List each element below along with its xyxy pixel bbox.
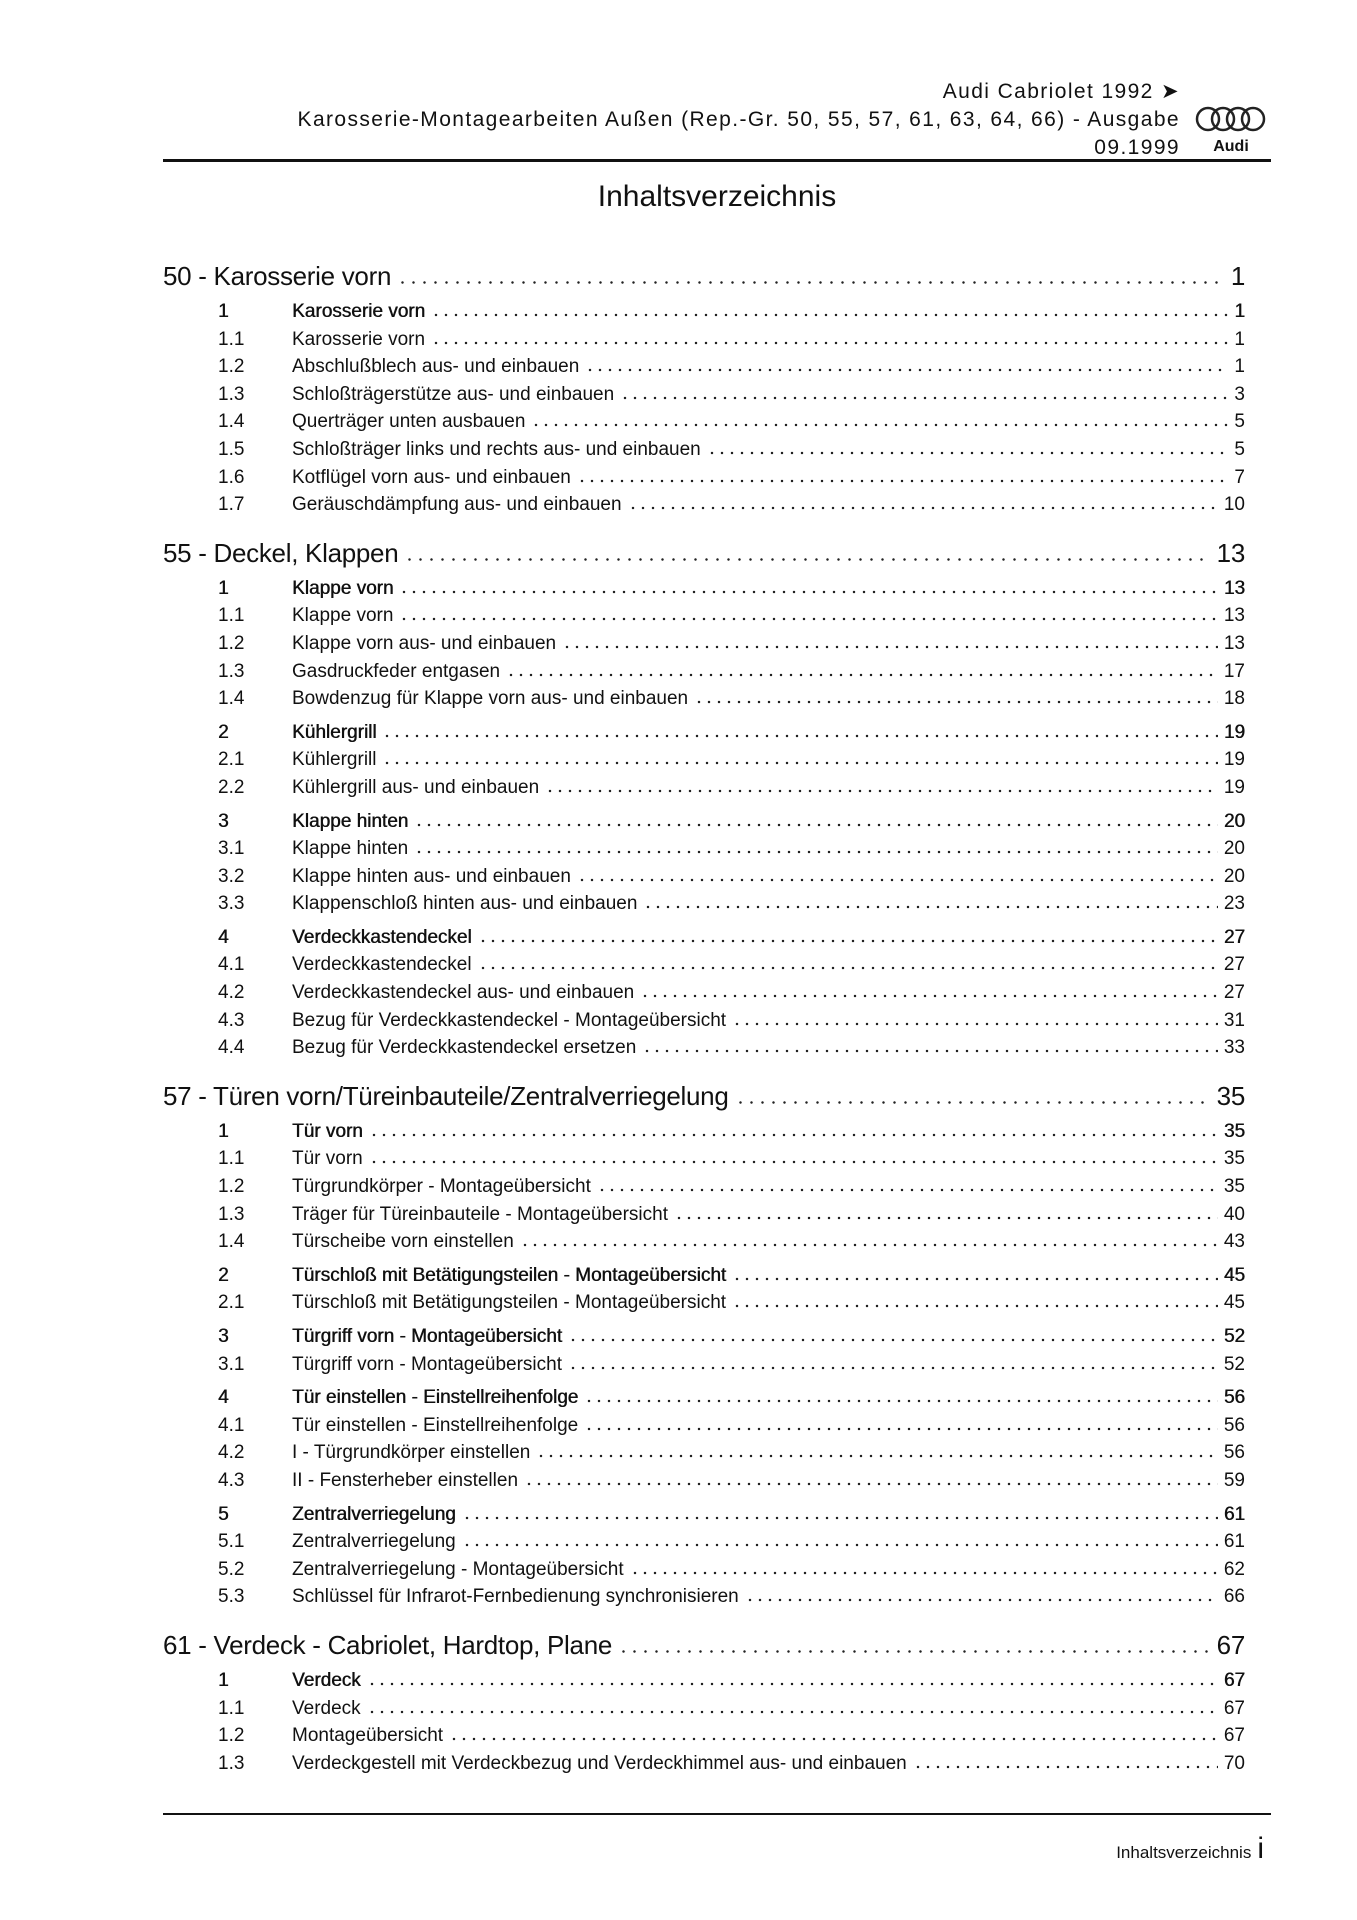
entry-page: 67 (1223, 1725, 1245, 1747)
entry-number: 1.3 (218, 1203, 245, 1225)
entry-page: 20 (1223, 865, 1245, 887)
entry-title: Türschloß mit Betätigungsteilen - Montageübersicht (292, 1292, 727, 1314)
section-page: 1 (1230, 261, 1245, 291)
footer-label: Inhaltsverzeichnis (1116, 1843, 1252, 1862)
entry-title: Verdeckkastendeckel (292, 926, 472, 948)
entry-number: 1.2 (218, 632, 245, 654)
dot-leader (618, 1649, 1211, 1654)
entry-number: 1.1 (218, 328, 245, 350)
toc-entry[interactable] (163, 951, 1245, 979)
entry-title: Verdeckkastendeckel aus- und einbauen (292, 982, 635, 1004)
section-title: 55 - Deckel, Klappen (163, 537, 399, 568)
dot-leader (620, 396, 1228, 400)
entry-number: 4.3 (218, 1469, 245, 1491)
entry-title: Klappenschloß hinten aus- und einbauen (292, 893, 638, 915)
toc-entry[interactable] (163, 1201, 1245, 1229)
entry-title: Klappe hinten (292, 838, 409, 860)
toc-group (163, 1262, 1245, 1317)
toc-entry[interactable] (163, 1034, 1245, 1062)
entry-page: 1 (1234, 328, 1245, 350)
toc-entry[interactable] (163, 1528, 1245, 1556)
entry-number: 1.3 (218, 1752, 245, 1774)
toc-entry[interactable] (163, 1501, 1245, 1529)
entry-title: Türschloß mit Betätigungsteilen - Montageübersicht (292, 1264, 727, 1286)
entry-page: 27 (1223, 954, 1245, 976)
toc-entry[interactable] (163, 381, 1245, 409)
entry-title: Zentralverriegelung (292, 1503, 456, 1525)
entry-number: 1.5 (218, 438, 245, 460)
entry-title: Klappe hinten (292, 810, 409, 832)
dot-leader (404, 557, 1210, 562)
entry-number: 1.7 (218, 494, 245, 516)
section-title: 50 - Karosserie vorn (163, 261, 392, 291)
entry-number: 2.2 (218, 776, 245, 798)
entry-title: Kühlergrill (292, 749, 377, 771)
entry-page: 40 (1223, 1203, 1245, 1225)
entry-number: 4 (218, 1387, 229, 1409)
toc-entry[interactable] (163, 1412, 1245, 1440)
dot-leader (735, 1100, 1211, 1105)
entry-number: 4.4 (218, 1037, 245, 1059)
entry-title: Schloßträger links und rechts aus- und einbauen (292, 438, 701, 460)
toc-group (163, 1501, 1245, 1611)
dot-leader (732, 1304, 1218, 1308)
toc-entry[interactable] (163, 979, 1245, 1007)
toc-entry[interactable] (163, 1118, 1245, 1146)
header-model: Audi Cabriolet 1992 ➤ (942, 80, 1180, 103)
section-title: 61 - Verdeck - Cabriolet, Hardtop, Plane (163, 1629, 613, 1660)
dot-leader (431, 341, 1228, 345)
dot-leader (913, 1765, 1218, 1769)
entry-page: 27 (1223, 982, 1245, 1004)
dot-leader (642, 1049, 1218, 1053)
dot-leader (628, 506, 1218, 510)
entry-page: 19 (1223, 749, 1245, 771)
entry-page: 45 (1223, 1292, 1245, 1314)
entry-page: 33 (1223, 1037, 1245, 1059)
entry-title: Verdeckgestell mit Verdeckbezug und Verdeckhimmel aus- und einbauen (292, 1752, 907, 1774)
toc-entry[interactable] (163, 685, 1245, 713)
entry-page: 61 (1223, 1531, 1245, 1553)
toc-entry[interactable] (163, 491, 1245, 519)
entry-number: 5.3 (218, 1586, 245, 1608)
footer-page-number: i (1257, 1832, 1264, 1865)
toc-entry[interactable] (163, 924, 1245, 952)
entry-title: Schloßträgerstütze aus- und einbauen (292, 383, 615, 405)
dot-leader (597, 1188, 1218, 1192)
toc-group (163, 924, 1245, 1062)
entry-number: 1 (218, 577, 229, 599)
entry-page: 67 (1223, 1669, 1245, 1691)
toc-group (163, 298, 1245, 519)
dot-leader (414, 823, 1218, 827)
entry-number: 1.1 (218, 1148, 245, 1170)
entry-title: Zentralverriegelung - Montageübersicht (292, 1558, 624, 1580)
section-page: 67 (1216, 1629, 1245, 1660)
entry-page: 27 (1223, 926, 1245, 948)
entry-page: 7 (1234, 466, 1245, 488)
entry-title: Klappe hinten aus- und einbauen (292, 865, 571, 887)
entry-title: Klappe vorn (292, 605, 394, 627)
toc-group (163, 1323, 1245, 1378)
entry-number: 2 (218, 721, 229, 743)
entry-title: Klappe vorn aus- und einbauen (292, 632, 557, 654)
toc-entry[interactable] (163, 1583, 1245, 1611)
entry-page: 17 (1223, 660, 1245, 682)
toc-entry[interactable] (163, 326, 1245, 354)
toc-entry[interactable] (163, 1750, 1245, 1778)
entry-number: 1.1 (218, 1697, 245, 1719)
toc-entry[interactable] (163, 1556, 1245, 1584)
toc-entry[interactable] (163, 298, 1245, 326)
entry-title: Abschlußblech aus- und einbauen (292, 356, 580, 378)
entry-page: 13 (1223, 577, 1245, 599)
header-manual-title: Karosserie-Montagearbeiten Außen (Rep.-Gr. 50, 55, 57, 61, 63, 64, 66) - Ausgabe (297, 108, 1180, 131)
toc-section-heading[interactable] (163, 261, 1245, 291)
toc-entry[interactable] (163, 808, 1245, 836)
entry-page: 3 (1234, 383, 1245, 405)
toc-entry[interactable] (163, 719, 1245, 747)
entry-title: Querträger unten ausbauen (292, 411, 526, 433)
toc-entry[interactable] (163, 353, 1245, 381)
toc-entry[interactable] (163, 1289, 1245, 1317)
entry-title: Gasdruckfeder entgasen (292, 660, 501, 682)
entry-title: Karosserie vorn (292, 328, 426, 350)
entry-number: 5 (218, 1503, 229, 1525)
entry-title: Türgriff vorn - Montageübersicht (292, 1326, 562, 1347)
dot-leader (397, 280, 1225, 285)
toc-entry[interactable] (163, 1228, 1245, 1256)
entry-title: Tür vorn (292, 1120, 363, 1142)
entry-number: 1.4 (218, 688, 245, 710)
entry-number: 2.1 (218, 749, 245, 771)
entry-page: 43 (1223, 1231, 1245, 1253)
entry-page: 59 (1223, 1469, 1245, 1491)
section-title: 57 - Türen vorn/Türeinbauteile/Zentralverriegelung (163, 1080, 729, 1111)
page-title: Inhaltsverzeichnis (597, 180, 837, 213)
entry-page: 31 (1223, 1009, 1245, 1031)
entry-number: 4.1 (218, 954, 245, 976)
entry-page: 20 (1223, 810, 1245, 832)
entry-page: 35 (1223, 1176, 1245, 1198)
dot-leader (707, 451, 1229, 455)
entry-page: 1 (1234, 301, 1245, 322)
dot-leader (382, 761, 1217, 765)
toc-entry[interactable] (163, 1351, 1245, 1379)
entry-number: 4.1 (218, 1414, 245, 1436)
entry-title: Träger für Türeinbauteile - Montageübersicht (292, 1203, 668, 1225)
entry-number: 1 (218, 301, 229, 322)
dot-leader (478, 966, 1218, 970)
entry-page: 1 (1234, 356, 1245, 378)
toc-entry[interactable] (163, 890, 1245, 918)
entry-page: 19 (1223, 776, 1245, 798)
dot-leader (584, 1399, 1218, 1403)
toc-entry[interactable] (163, 1439, 1245, 1467)
entry-number: 1 (218, 1669, 229, 1691)
toc-entry[interactable] (163, 1007, 1245, 1035)
entry-page: 13 (1223, 632, 1245, 654)
entry-title: Bezug für Verdeckkastendeckel ersetzen (292, 1037, 637, 1059)
entry-number: 4.2 (218, 982, 245, 1004)
entry-number: 5.2 (218, 1558, 245, 1580)
dot-leader (431, 313, 1228, 317)
toc-entry[interactable] (163, 1384, 1245, 1412)
entry-title: Verdeck (292, 1697, 361, 1719)
entry-page: 61 (1223, 1503, 1245, 1525)
toc-entry[interactable] (163, 1173, 1245, 1201)
entry-number: 2.1 (218, 1292, 245, 1314)
entry-title: Verdeckkastendeckel (292, 954, 472, 976)
toc-entry[interactable] (163, 575, 1245, 603)
entry-title: Tür vorn (292, 1148, 363, 1170)
toc-entry[interactable] (163, 630, 1245, 658)
toc-entry[interactable] (163, 774, 1245, 802)
entry-page: 35 (1223, 1120, 1245, 1142)
dot-leader (449, 1737, 1218, 1741)
toc-entry[interactable] (163, 436, 1245, 464)
toc-section-heading[interactable] (163, 1081, 1245, 1111)
entry-title: Schlüssel für Infrarot-Fernbedienung synchronisieren (292, 1586, 739, 1608)
dot-leader (694, 700, 1218, 704)
toc-entry[interactable] (163, 1323, 1245, 1351)
entry-number: 1.2 (218, 1725, 245, 1747)
entry-page: 13 (1223, 605, 1245, 627)
dot-leader (745, 1598, 1218, 1602)
entry-number: 1.6 (218, 466, 245, 488)
dot-leader (536, 1454, 1218, 1458)
entry-page: 52 (1223, 1326, 1245, 1347)
entry-page: 20 (1223, 838, 1245, 860)
entry-page: 35 (1223, 1148, 1245, 1170)
entry-page: 56 (1223, 1387, 1245, 1409)
entry-page: 56 (1223, 1442, 1245, 1464)
entry-number: 1.2 (218, 356, 245, 378)
section-page: 35 (1216, 1080, 1245, 1111)
entry-title: I - Türgrundkörper einstellen (292, 1442, 531, 1464)
dot-leader (674, 1216, 1218, 1220)
entry-number: 1.3 (218, 660, 245, 682)
footer-rule (163, 1813, 1271, 1815)
entry-number: 3.1 (218, 1353, 245, 1375)
entry-number: 3.2 (218, 865, 245, 887)
toc-entry[interactable] (163, 602, 1245, 630)
dot-leader (568, 1338, 1218, 1342)
header-edition: 09.1999 (1094, 136, 1180, 159)
toc-entry[interactable] (163, 658, 1245, 686)
dot-leader (367, 1682, 1218, 1686)
entry-number: 1.4 (218, 411, 245, 433)
dot-leader (520, 1243, 1218, 1247)
footer (1116, 1832, 1264, 1866)
toc-entry[interactable] (163, 1467, 1245, 1495)
entry-page: 45 (1223, 1264, 1245, 1286)
entry-number: 4.2 (218, 1442, 245, 1464)
entry-number: 3.3 (218, 893, 245, 915)
dot-leader (732, 1022, 1218, 1026)
toc-entry[interactable] (163, 1667, 1245, 1695)
dot-leader (643, 905, 1217, 909)
entry-number: 1 (218, 1120, 229, 1142)
entry-page: 70 (1223, 1752, 1245, 1774)
entry-title: Türscheibe vorn einstellen (292, 1231, 514, 1253)
dot-leader (478, 939, 1218, 943)
entry-title: Zentralverriegelung (292, 1531, 456, 1553)
dot-leader (545, 789, 1218, 793)
entry-page: 62 (1223, 1558, 1245, 1580)
entry-number: 4 (218, 926, 229, 948)
dot-leader (524, 1482, 1218, 1486)
toc-entry[interactable] (163, 464, 1245, 492)
toc-entry[interactable] (163, 1695, 1245, 1723)
toc-group (163, 719, 1245, 802)
entry-number: 1.4 (218, 1231, 245, 1253)
dot-leader (577, 479, 1229, 483)
entry-number: 3 (218, 810, 229, 832)
toc-group (163, 575, 1245, 713)
dot-leader (562, 645, 1218, 649)
entry-number: 4.3 (218, 1009, 245, 1031)
entry-number: 1.3 (218, 383, 245, 405)
dot-leader (369, 1133, 1218, 1137)
dot-leader (630, 1571, 1218, 1575)
entry-number: 1.2 (218, 1176, 245, 1198)
entry-title: Bowdenzug für Klappe vorn aus- und einbauen (292, 688, 689, 710)
entry-page: 67 (1223, 1697, 1245, 1719)
entry-number: 1.1 (218, 605, 245, 627)
toc-entry[interactable] (163, 1262, 1245, 1290)
dot-leader (462, 1543, 1218, 1547)
entry-page: 56 (1223, 1414, 1245, 1436)
svg-text:Audi: Audi (1213, 138, 1249, 155)
table-of-contents (163, 261, 1245, 1777)
entry-title: Verdeck (292, 1669, 361, 1691)
entry-title: Tür einstellen - Einstellreihenfolge (292, 1414, 579, 1436)
dot-leader (585, 368, 1228, 372)
toc-entry[interactable] (163, 1722, 1245, 1750)
entry-title: Kotflügel vorn aus- und einbauen (292, 466, 571, 488)
entry-title: Tür einstellen - Einstellreihenfolge (292, 1387, 579, 1409)
toc-section-heading[interactable] (163, 1630, 1245, 1660)
entry-page: 18 (1223, 688, 1245, 710)
toc-group (163, 1384, 1245, 1494)
toc-group (163, 1118, 1245, 1256)
toc-entry[interactable] (163, 835, 1245, 863)
dot-leader (399, 617, 1217, 621)
toc-entry[interactable] (163, 408, 1245, 436)
dot-leader (369, 1160, 1218, 1164)
toc-section-heading[interactable] (163, 538, 1245, 568)
entry-title: Kühlergrill aus- und einbauen (292, 776, 540, 798)
entry-title: Karosserie vorn (292, 301, 426, 322)
dot-leader (531, 423, 1228, 427)
dot-leader (382, 734, 1217, 738)
entry-page: 5 (1234, 411, 1245, 433)
toc-entry[interactable] (163, 1145, 1245, 1173)
entry-title: II - Fensterheber einstellen (292, 1469, 519, 1491)
entry-title: Montageübersicht (292, 1725, 444, 1747)
entry-title: Klappe vorn (292, 577, 394, 599)
dot-leader (640, 994, 1218, 998)
dot-leader (577, 878, 1218, 882)
dot-leader (506, 673, 1218, 677)
dot-leader (732, 1277, 1218, 1281)
toc-entry[interactable] (163, 746, 1245, 774)
dot-leader (399, 590, 1217, 594)
entry-number: 3.1 (218, 838, 245, 860)
entry-title: Bezug für Verdeckkastendeckel - Montageübersicht (292, 1009, 727, 1031)
dot-leader (367, 1710, 1218, 1714)
entry-page: 23 (1223, 893, 1245, 915)
entry-title: Geräuschdämpfung aus- und einbauen (292, 494, 622, 516)
toc-entry[interactable] (163, 863, 1245, 891)
dot-leader (568, 1366, 1218, 1370)
entry-number: 3 (218, 1326, 229, 1347)
entry-page: 52 (1223, 1353, 1245, 1375)
entry-page: 10 (1223, 494, 1245, 516)
section-page: 13 (1216, 537, 1245, 568)
entry-page: 19 (1223, 721, 1245, 743)
header-rule (163, 159, 1271, 162)
audi-logo (1192, 106, 1272, 156)
entry-page: 66 (1223, 1586, 1245, 1608)
entry-page: 5 (1234, 438, 1245, 460)
entry-number: 2 (218, 1264, 229, 1286)
entry-title: Türgrundkörper - Montageübersicht (292, 1176, 591, 1198)
dot-leader (462, 1516, 1218, 1520)
entry-number: 5.1 (218, 1531, 245, 1553)
dot-leader (414, 850, 1218, 854)
toc-group (163, 808, 1245, 918)
entry-title: Kühlergrill (292, 721, 377, 743)
entry-title: Türgriff vorn - Montageübersicht (292, 1353, 562, 1375)
toc-group (163, 1667, 1245, 1777)
dot-leader (584, 1427, 1218, 1431)
